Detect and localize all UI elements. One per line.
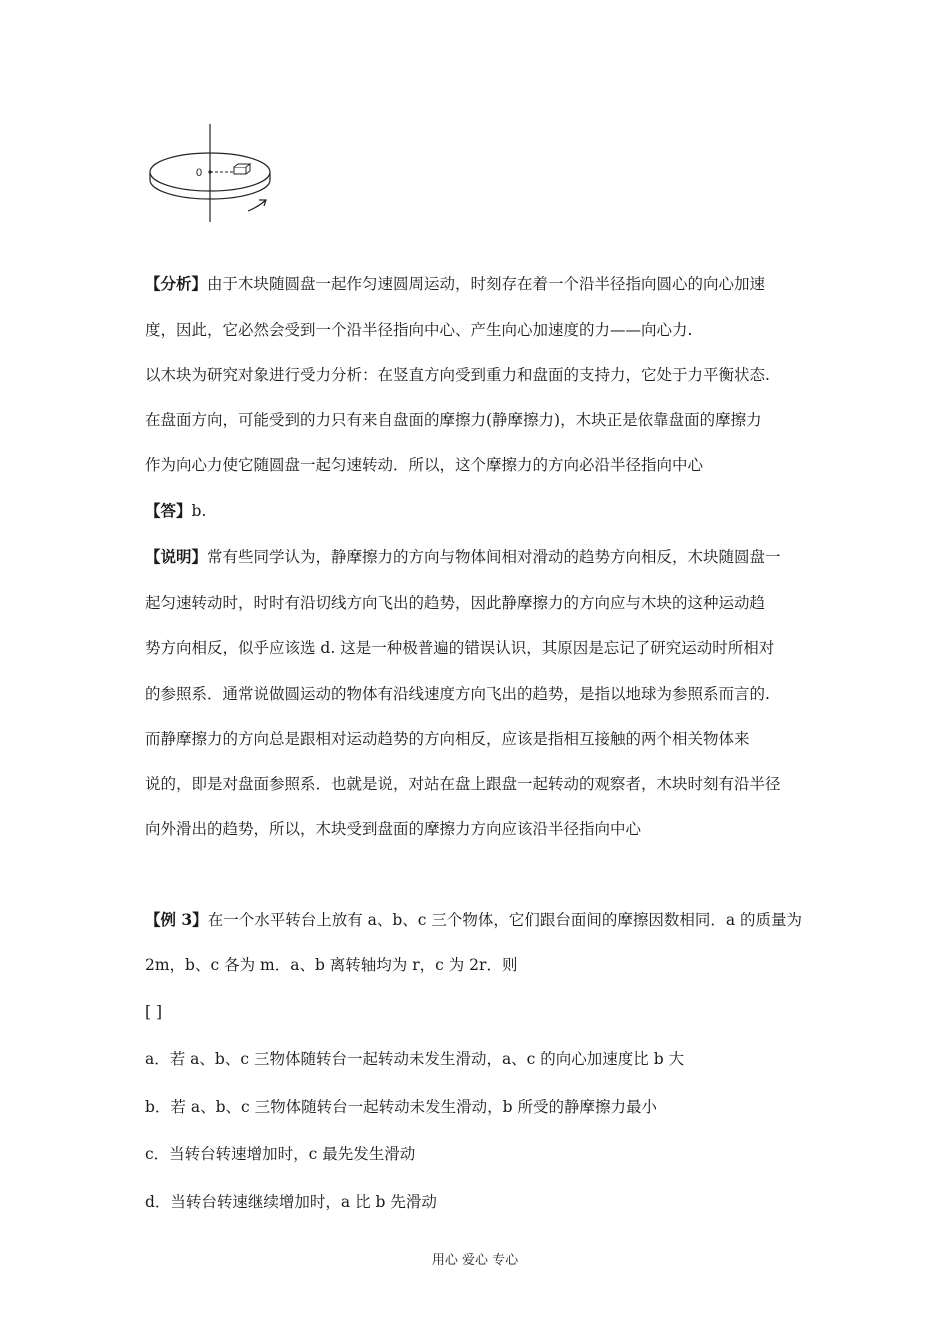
note-line-4: 的参照系．通常说做圆运动的物体有沿线速度方向飞出的趋势，是指以地球为参照系而言的. (145, 685, 770, 703)
analysis-line-4: 在盘面方向，可能受到的力只有来自盘面的摩擦力(静摩擦力)，木块正是依靠盘面的摩擦力 (145, 411, 762, 429)
analysis-tag: 【分析】 (145, 274, 208, 293)
note-line-7: 向外滑出的趋势，所以，木块受到盘面的摩擦力方向应该沿半径指向中心 (145, 820, 642, 838)
answer-line: 【答】b. (145, 501, 207, 520)
disc-center-label: 0 (196, 167, 203, 179)
note-line-5: 而静摩擦力的方向总是跟相对运动趋势的方向相反，应该是指相互接触的两个相关物体来 (145, 730, 750, 748)
answer-tag: 【答】 (145, 501, 192, 520)
example-tag: 【例 3】 (145, 910, 208, 929)
note-line-3: 势方向相反，似乎应该选 d. 这是一种极普遍的错误认识，其原因是忘记了研究运动时所相对 (145, 639, 775, 657)
example-line-1: 【例 3】在一个水平转台上放有 a、b、c 三个物体，它们跟台面间的摩擦因数相同．a 的质量为 (145, 910, 803, 929)
note-line-2: 起匀速转动时，时时有沿切线方向飞出的趋势，因此静摩擦力的方向应与木块的这种运动趋 (145, 594, 766, 612)
page-footer: 用心 爱心 专心 (431, 1253, 519, 1268)
analysis-line-2: 度，因此，它必然会受到一个沿半径指向中心、产生向心加速度的力——向心力. (145, 321, 693, 339)
note-line-6: 说的，即是对盘面参照系．也就是说，对站在盘上跟盘一起转动的观察者，木块时刻有沿半径 (145, 775, 781, 793)
answer-bracket: [ ] (145, 1003, 163, 1021)
option-c: c．当转台转速增加时，c 最先发生滑动 (145, 1145, 416, 1163)
analysis-line-1: 【分析】由于木块随圆盘一起作匀速圆周运动，时刻存在着一个沿半径指向圆心的向心加速 (145, 274, 766, 293)
rotating-disc-figure (140, 120, 280, 230)
option-d: d．当转台转速继续增加时，a 比 b 先滑动 (145, 1193, 437, 1211)
analysis-line-3: 以木块为研究对象进行受力分析：在竖直方向受到重力和盘面的支持力，它处于力平衡状态. (145, 366, 770, 384)
example-line-2: 2m，b、c 各为 m．a、b 离转轴均为 r，c 为 2r．则 (145, 956, 518, 974)
option-b: b．若 a、b、c 三物体随转台一起转动未发生滑动，b 所受的静摩擦力最小 (145, 1098, 657, 1116)
analysis-line-5: 作为向心力使它随圆盘一起匀速转动．所以，这个摩擦力的方向必沿半径指向中心 (145, 456, 704, 474)
option-a: a．若 a、b、c 三物体随转台一起转动未发生滑动，a、c 的向心加速度比 b 大 (145, 1050, 685, 1068)
note-line-1: 【说明】常有些同学认为，静摩擦力的方向与物体间相对滑动的趋势方向相反，木块随圆盘一 (145, 547, 781, 566)
note-tag: 【说明】 (145, 547, 208, 566)
